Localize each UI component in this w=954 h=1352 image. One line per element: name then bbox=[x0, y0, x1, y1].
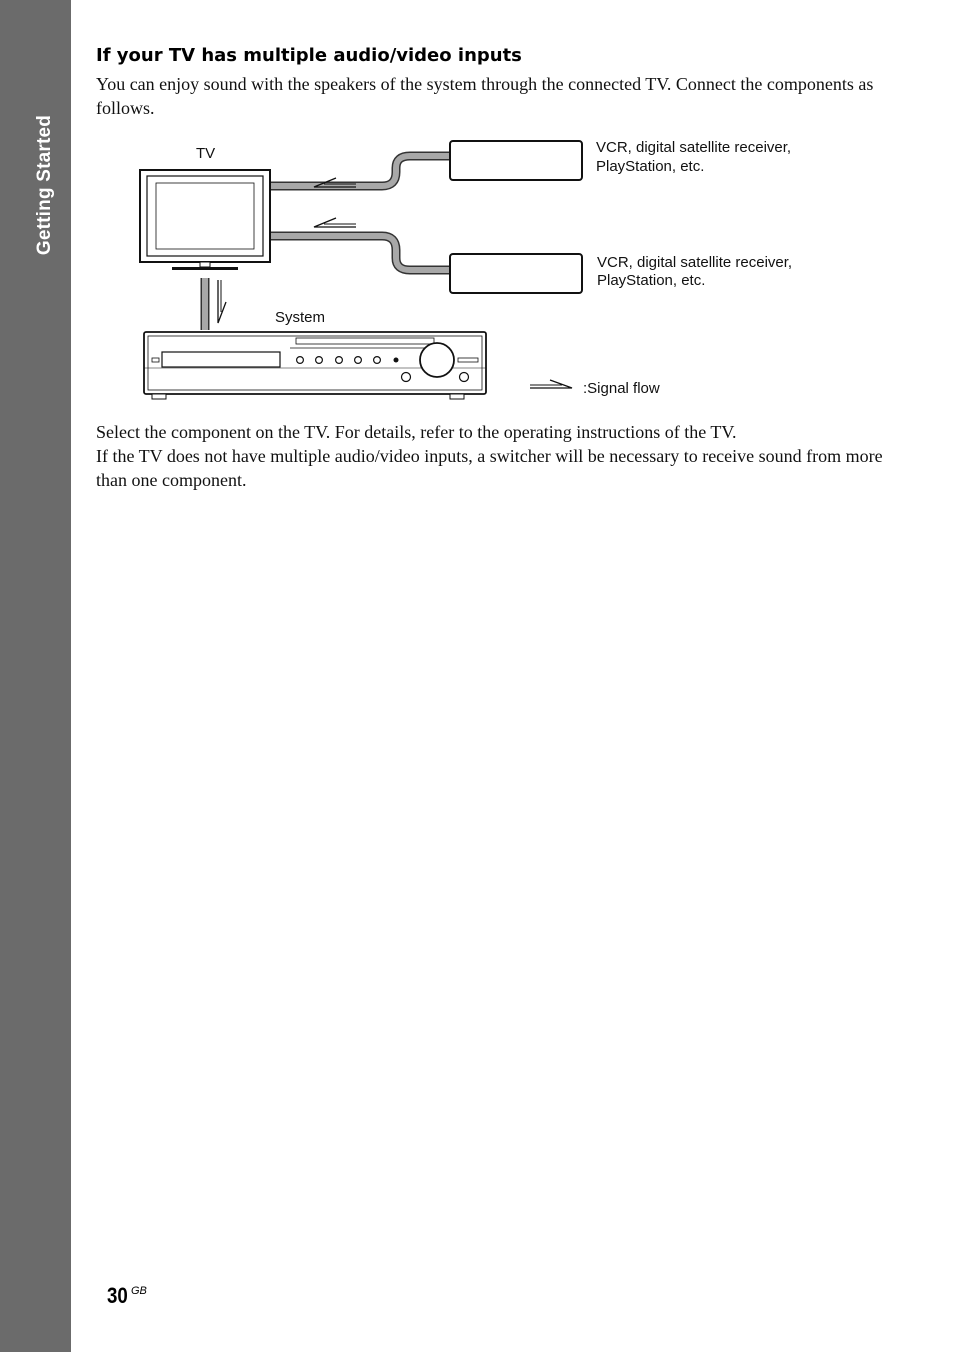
page-number: 30 bbox=[107, 1283, 128, 1308]
component-box-bottom bbox=[450, 254, 582, 293]
side-tab bbox=[0, 0, 71, 1352]
tv-label: TV bbox=[196, 145, 216, 162]
system-label: System bbox=[275, 309, 326, 326]
component-bottom-label-line2: PlayStation, etc. bbox=[597, 272, 706, 289]
component-top-label-line2: PlayStation, etc. bbox=[596, 158, 705, 175]
section-heading: If your TV has multiple audio/video inputs bbox=[96, 45, 522, 66]
cable-bottom bbox=[270, 236, 452, 270]
select-paragraph: Select the component on the TV. For details, refer to the operating instructions of the TV. bbox=[96, 422, 737, 442]
intro-paragraph: You can enjoy sound with the speakers of the system through the connected TV. Connect the components as follows. bbox=[96, 74, 874, 118]
page-region-code: GB bbox=[131, 1285, 147, 1297]
switcher-paragraph: If the TV does not have multiple audio/video inputs, a switcher will be necessary to receive sound from more than one component. bbox=[96, 446, 883, 490]
component-top-label-line1: VCR, digital satellite receiver, bbox=[596, 139, 792, 156]
legend-label: :Signal flow bbox=[583, 380, 660, 397]
cable-top bbox=[270, 156, 452, 186]
connection-diagram bbox=[120, 130, 820, 415]
legend-arrow-icon bbox=[530, 380, 572, 388]
tv-icon bbox=[140, 170, 270, 270]
component-box-top bbox=[450, 141, 582, 180]
system-icon bbox=[144, 332, 486, 399]
signal-arrow-middle-icon bbox=[314, 218, 356, 227]
component-bottom-label-line1: VCR, digital satellite receiver, bbox=[597, 254, 793, 271]
section-tab-label: Getting Started bbox=[34, 114, 55, 256]
signal-arrow-down-icon bbox=[218, 280, 226, 323]
